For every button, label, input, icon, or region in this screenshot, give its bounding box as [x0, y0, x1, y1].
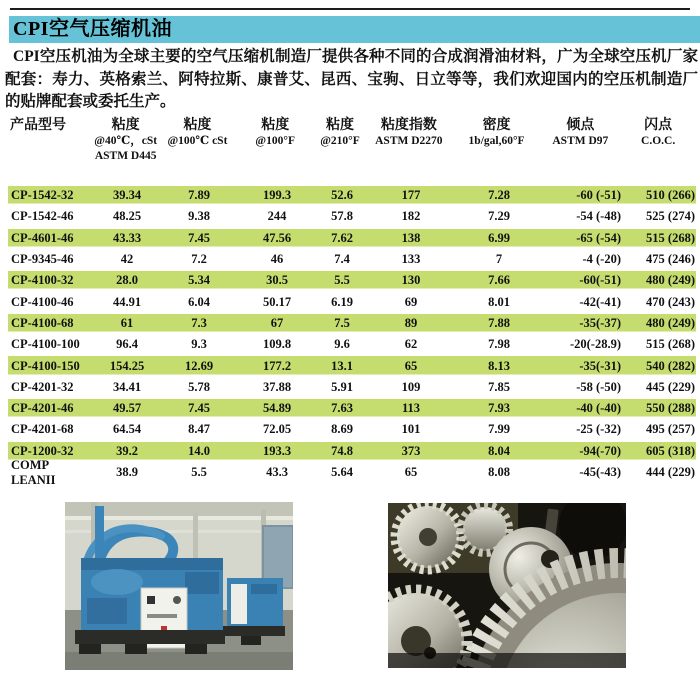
page-title: CPI空气压缩机油 — [9, 16, 700, 43]
value-cell: 193.3 — [262, 443, 292, 458]
spec-table-body — [8, 185, 696, 487]
value-cell: 96.4 — [116, 337, 138, 352]
value-cell: 7.29 — [488, 209, 510, 224]
value-cell: 74.8 — [331, 443, 353, 458]
product-name-cell: CP-9345-46 — [11, 252, 74, 267]
column-header-line: 产品型号 — [10, 118, 66, 133]
value-cell: 39.2 — [116, 443, 138, 458]
value-cell: 7.4 — [334, 252, 350, 267]
top-rule — [10, 8, 690, 10]
table-row — [8, 441, 696, 462]
value-cell: 495 (257) — [646, 422, 695, 437]
value-cell: 65 — [404, 358, 418, 373]
product-name-cell: CP-4601-46 — [11, 230, 74, 245]
spec-table — [8, 117, 696, 487]
value-cell: 48.25 — [112, 209, 142, 224]
value-cell: 8.47 — [188, 422, 210, 437]
value-cell: -25 (-32) — [576, 422, 621, 437]
value-cell: 28.0 — [116, 273, 138, 288]
value-cell: 7.99 — [488, 422, 510, 437]
value-cell: 182 — [401, 209, 421, 224]
table-row — [8, 206, 696, 227]
column-header-line: @100°F — [255, 135, 295, 147]
product-name-cell: COMP LEANII — [11, 457, 56, 487]
table-row — [8, 313, 696, 334]
value-cell: 34.41 — [112, 379, 142, 394]
value-cell: 605 (318) — [646, 443, 695, 458]
column-header-line: 1b/gal,60°F — [468, 135, 525, 147]
value-cell: 7.45 — [188, 401, 210, 416]
value-cell: 37.88 — [262, 379, 292, 394]
value-cell: 510 (266) — [646, 188, 695, 203]
table-row — [8, 457, 696, 487]
value-cell: 7.66 — [488, 273, 510, 288]
value-cell: 8.08 — [488, 465, 510, 479]
column-header — [451, 117, 543, 185]
value-cell: -45(-43) — [579, 465, 621, 479]
value-cell: 67 — [270, 315, 284, 330]
table-row — [8, 334, 696, 355]
value-cell: 62 — [404, 337, 418, 352]
value-cell: 72.05 — [262, 422, 292, 437]
value-cell: -35(-31) — [579, 358, 621, 373]
value-cell: 515 (268) — [646, 230, 695, 245]
value-cell: 470 (243) — [646, 294, 695, 309]
value-cell: -65 (-54) — [576, 230, 621, 245]
table-row — [8, 291, 696, 312]
column-header-line: ASTM D445 — [94, 150, 157, 162]
value-cell: 5.91 — [331, 379, 353, 394]
value-cell: 42 — [120, 252, 134, 267]
value-cell: 7.62 — [331, 230, 353, 245]
value-cell: 61 — [120, 315, 134, 330]
column-header — [94, 117, 158, 185]
value-cell: 5.34 — [188, 273, 210, 288]
value-cell: -60(-51) — [579, 273, 621, 288]
spec-table-header — [8, 117, 696, 185]
value-cell: -20(-28.9) — [569, 337, 621, 352]
table-row — [8, 270, 696, 291]
value-cell: -4 (-20) — [582, 252, 621, 267]
value-cell: 54.89 — [262, 401, 292, 416]
table-row — [8, 419, 696, 440]
product-name-cell: CP-4100-46 — [11, 294, 74, 309]
value-cell: 52.6 — [331, 188, 353, 203]
value-cell: 64.54 — [112, 422, 142, 437]
value-cell: 43.33 — [112, 230, 142, 245]
column-header — [367, 117, 451, 185]
value-cell: 44.91 — [112, 294, 142, 309]
value-cell: 49.57 — [112, 401, 142, 416]
value-cell: 154.25 — [109, 358, 145, 373]
value-cell: 373 — [401, 443, 421, 458]
column-header-line: @40℃，cSt — [94, 135, 158, 147]
value-cell: 7.85 — [488, 379, 510, 394]
value-cell: 13.1 — [331, 358, 353, 373]
product-name-cell: CP-4201-32 — [11, 379, 74, 394]
value-cell: 7.3 — [191, 315, 207, 330]
product-name-cell: CP-1200-32 — [11, 443, 74, 458]
value-cell: 6.19 — [331, 294, 353, 309]
value-cell: 445 (229) — [646, 379, 695, 394]
value-cell: 177.2 — [262, 358, 292, 373]
table-row — [8, 377, 696, 398]
value-cell: 46 — [270, 252, 284, 267]
value-cell: 43.3 — [266, 465, 288, 479]
column-header-line: C.O.C. — [641, 135, 676, 147]
value-cell: 130 — [401, 273, 421, 288]
value-cell: 30.5 — [266, 273, 288, 288]
product-name-cell: CP-4201-68 — [11, 422, 74, 437]
product-name-cell: CP-4100-32 — [11, 273, 74, 288]
product-name-cell: CP-4100-100 — [11, 337, 80, 352]
steel-gears-photo — [388, 503, 626, 668]
column-header-line: 粘度 — [326, 118, 355, 133]
product-name-cell: CP-4100-68 — [11, 315, 74, 330]
table-row — [8, 228, 696, 249]
value-cell: 6.04 — [188, 294, 210, 309]
value-cell: 9.6 — [334, 337, 350, 352]
value-cell: 47.56 — [262, 230, 292, 245]
column-header-line: ASTM D2270 — [375, 135, 443, 147]
value-cell: 525 (274) — [646, 209, 695, 224]
value-cell: 7.93 — [488, 401, 510, 416]
value-cell: 133 — [401, 252, 421, 267]
value-cell: 7.89 — [188, 188, 210, 203]
column-header-line: 粘度 — [183, 118, 212, 133]
value-cell: 50.17 — [262, 294, 292, 309]
value-cell: -35(-37) — [579, 315, 621, 330]
value-cell: 8.04 — [488, 443, 510, 458]
value-cell: 113 — [401, 401, 421, 416]
value-cell: 5.5 — [334, 273, 350, 288]
value-cell: 444 (229) — [646, 465, 695, 479]
value-cell: 109.8 — [262, 337, 292, 352]
value-cell: 8.69 — [331, 422, 353, 437]
value-cell: 5.78 — [188, 379, 210, 394]
value-cell: 7.45 — [188, 230, 210, 245]
column-header — [158, 117, 238, 185]
value-cell: -40 (-40) — [576, 401, 621, 416]
value-cell: 9.38 — [188, 209, 210, 224]
table-row — [8, 249, 696, 270]
table-row — [8, 398, 696, 419]
column-header — [542, 117, 624, 185]
value-cell: 69 — [404, 294, 418, 309]
value-cell: 199.3 — [262, 188, 292, 203]
table-row — [8, 355, 696, 376]
column-header-line: ASTM D97 — [552, 135, 609, 147]
column-header — [624, 117, 696, 185]
column-header-line: 密度 — [482, 118, 511, 133]
value-cell: 138 — [401, 230, 421, 245]
value-cell: 12.69 — [184, 358, 214, 373]
value-cell: 5.64 — [331, 465, 353, 479]
product-name-cell: CP-1542-46 — [11, 209, 74, 224]
column-header-line: 粘度指数 — [380, 118, 437, 133]
value-cell: 480 (249) — [646, 273, 695, 288]
product-name-cell: CP-4201-46 — [11, 401, 74, 416]
value-cell: 7 — [495, 252, 503, 267]
value-cell: 109 — [401, 379, 421, 394]
column-header — [8, 117, 94, 185]
column-header-line: 粘度 — [111, 118, 140, 133]
value-cell: 540 (282) — [646, 358, 695, 373]
column-header — [237, 117, 313, 185]
value-cell: 244 — [267, 209, 287, 224]
value-cell: 480 (249) — [646, 315, 695, 330]
table-row — [8, 185, 696, 206]
value-cell: 14.0 — [188, 443, 210, 458]
column-header-line: 倾点 — [566, 118, 595, 133]
value-cell: 8.01 — [488, 294, 510, 309]
value-cell: 101 — [401, 422, 421, 437]
value-cell: 5.5 — [191, 465, 207, 479]
value-cell: 7.98 — [488, 337, 510, 352]
air-compressor-factory-photo — [65, 502, 293, 670]
value-cell: 7.63 — [331, 401, 353, 416]
value-cell: 7.2 — [191, 252, 207, 267]
column-header — [313, 117, 367, 185]
value-cell: 7.88 — [488, 315, 510, 330]
value-cell: -54 (-48) — [576, 209, 621, 224]
column-header-line: @210°F — [320, 135, 360, 147]
value-cell: 550 (288) — [646, 401, 695, 416]
value-cell: 475 (246) — [646, 252, 695, 267]
value-cell: 39.34 — [112, 188, 142, 203]
value-cell: -60 (-51) — [576, 188, 621, 203]
column-header-line: @100℃ cSt — [167, 135, 228, 147]
value-cell: 177 — [401, 188, 421, 203]
value-cell: 7.28 — [488, 188, 510, 203]
value-cell: -58 (-50) — [576, 379, 621, 394]
value-cell: 57.8 — [331, 209, 353, 224]
column-header-line: 闪点 — [644, 118, 673, 133]
value-cell: 89 — [404, 315, 418, 330]
value-cell: -42(-41) — [579, 294, 621, 309]
product-name-cell: CP-1542-32 — [11, 188, 74, 203]
value-cell: 9.3 — [191, 337, 207, 352]
column-header-line: 粘度 — [261, 118, 290, 133]
value-cell: 7.5 — [334, 315, 350, 330]
value-cell: 38.9 — [116, 465, 138, 479]
value-cell: 6.99 — [488, 230, 510, 245]
value-cell: 8.13 — [488, 358, 510, 373]
value-cell: 65 — [404, 465, 418, 479]
value-cell: -94(-70) — [579, 443, 621, 458]
value-cell: 515 (268) — [646, 337, 695, 352]
product-name-cell: CP-4100-150 — [11, 358, 80, 373]
intro-paragraph: CPI空压机油为全球主要的空气压缩机制造厂提供各种不同的合成润滑油材料，广为全球空压机厂家配套：寿力、英格索兰、阿特拉斯、康普艾、昆西、宝驹、日立等等，我们欢迎国内的空压机制造厂的贴牌配套或委托生产。 — [5, 48, 698, 110]
